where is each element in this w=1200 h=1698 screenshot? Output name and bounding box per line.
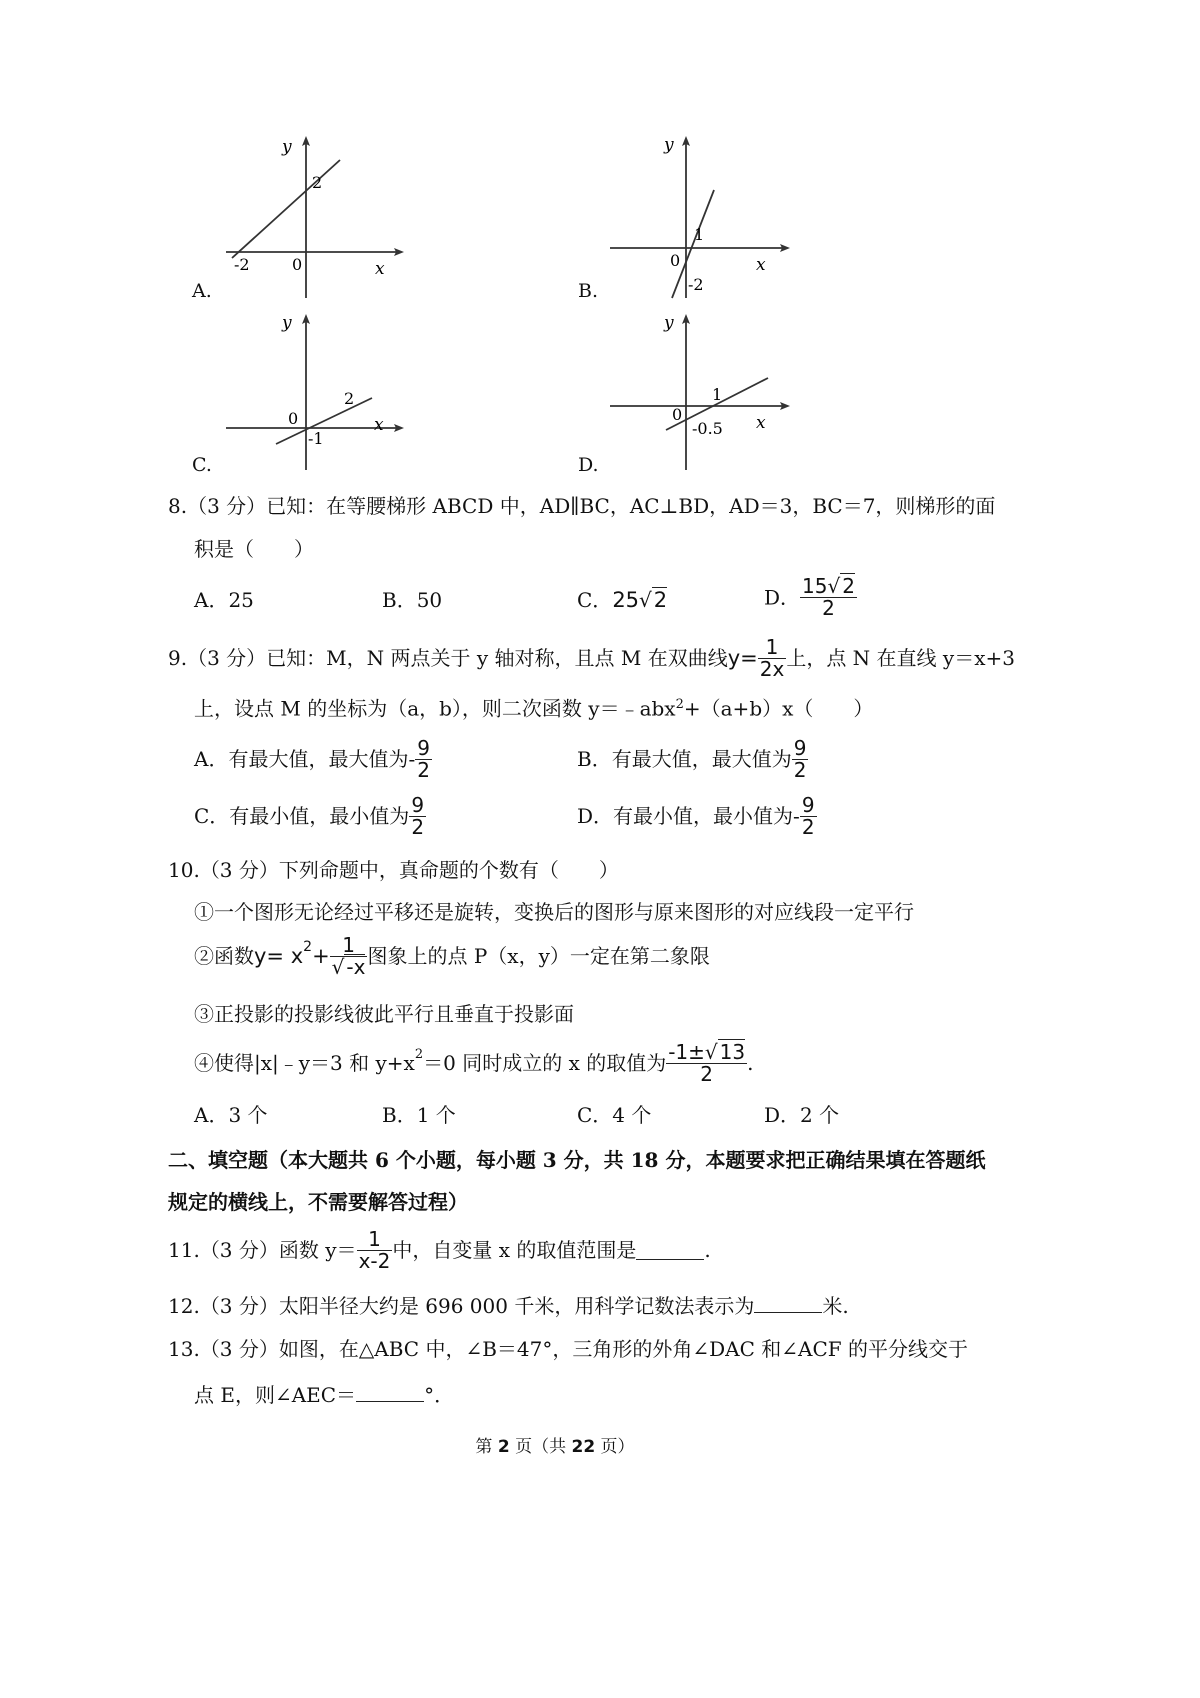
q9-line2: 上，设点 M 的坐标为（a，b），则二次函数 y＝﹣abx$^2$+（a+b）x（ ） (194, 696, 874, 721)
q10-option-a[interactable]: A．3 个 (194, 1103, 268, 1127)
fraction: $\frac{1}{√ -x}$ (331, 932, 366, 979)
q10-option-b[interactable]: B．1 个 (382, 1103, 456, 1127)
axis-x-label: x (374, 415, 384, 435)
q9-option-b[interactable]: B．有最大值，最大值为 $\frac{9}{2}$ (577, 735, 807, 782)
option-label: D. (578, 454, 599, 476)
option-radicand: 2 (653, 588, 668, 612)
graph-a-figure (220, 130, 410, 305)
q9-option-a[interactable]: A．有最大值，最大值为 - $\frac{9}{2}$ (194, 735, 430, 782)
axis-x-label: x (375, 259, 385, 279)
q8-line1 (168, 496, 995, 516)
question-number: 12. (168, 1294, 200, 1318)
axis-y-label: y (664, 313, 674, 333)
question-score: （3 分） (187, 646, 267, 670)
q10-option-c[interactable]: C．4 个 (577, 1103, 652, 1127)
graph-option-c[interactable] (190, 302, 440, 482)
question-score: （3 分） (187, 494, 267, 518)
mark-label: 2 (344, 389, 355, 408)
q10-stem (168, 860, 619, 880)
q9-line1 (168, 636, 1015, 680)
option-coefficient: 25 (612, 588, 640, 612)
q10-proposition-2: ②函数 y= x $^2$ + $\frac{1}{√ -x}$ 图象上的点 P（x，y）一定在第二象限 (194, 932, 710, 979)
axis-y-label: y (282, 313, 292, 333)
graph-c-figure (220, 302, 410, 477)
q8-option-a[interactable]: A．25 (194, 588, 254, 612)
q13-line2: 点 E，则∠AEC＝ °． (194, 1383, 455, 1407)
current-page: 2 (497, 1437, 510, 1457)
origin-label: 0 (292, 255, 303, 274)
q8-option-d[interactable] (764, 576, 857, 619)
q13-line1: 13.（3 分）如图，在△ABC 中，∠B＝47°，三角形的外角∠DAC 和∠ACF 的平分线交于 (168, 1337, 968, 1361)
origin-label: 0 (288, 409, 299, 428)
option-label: D． (764, 585, 801, 610)
page-footer: 第 2 页（共 22 页） (475, 1437, 635, 1457)
fraction: $\frac{-1\pm√ 13}{2}$ (668, 1039, 746, 1086)
origin-label: 0 (670, 251, 681, 270)
total-pages: 22 (571, 1437, 596, 1457)
option-label: B. (578, 280, 599, 302)
q10-proposition-3: ③正投影的投影线彼此平行且垂直于投影面 (194, 1002, 574, 1026)
mark-label: 1 (694, 225, 705, 244)
fraction: $\frac{15√ 2}{2}$ (802, 574, 855, 620)
graph-option-d[interactable] (576, 302, 826, 482)
axis-y-label: y (282, 137, 292, 157)
question-text: 上，点 N 在直线 y＝x+3 (786, 646, 1015, 670)
q8-option-c[interactable]: C．25√2 (577, 588, 668, 612)
question-text: 下列命题中，真命题的个数有（ ） (278, 858, 619, 882)
answer-blank[interactable] (636, 1241, 704, 1260)
answer-blank[interactable] (754, 1294, 822, 1313)
question-score: （3 分） (199, 1294, 279, 1318)
origin-label: 0 (672, 405, 683, 424)
fraction: $\frac{9}{2}$ (793, 735, 807, 782)
equation: y= (727, 645, 758, 670)
mark-label: -1 (308, 429, 324, 448)
question-number: 9. (168, 646, 188, 670)
graph-d-figure (606, 302, 796, 477)
question-number: 11. (168, 1238, 200, 1262)
fraction: $\frac{9}{2}$ (801, 792, 815, 839)
q8-option-b[interactable]: B．50 (382, 588, 443, 612)
mark-label: -2 (234, 255, 250, 274)
option-label: C. (192, 454, 212, 476)
question-number: 8. (168, 494, 188, 518)
question-score: （3 分） (199, 1337, 279, 1361)
q10-proposition-4: ④使得|x|﹣y＝3 和 y+x $^2$ ＝0 同时成立的 x 的取值为 $\frac{-1\pm√ 13}{2}$ . (194, 1039, 754, 1086)
answer-blank[interactable] (356, 1383, 424, 1402)
question-score: （3 分） (199, 1238, 279, 1262)
mark-label: -2 (688, 275, 704, 294)
fraction: $\frac{9}{2}$ (417, 735, 430, 782)
q11-line: 11. （3 分） 函数 y＝ $\frac{1}{x-2}$ 中，自变量 x 的取值范围是 . (168, 1226, 711, 1273)
graph-option-a[interactable] (190, 130, 440, 310)
q9-option-c[interactable]: C．有最小值，最小值为 $\frac{9}{2}$ (194, 792, 425, 839)
graph-b-figure (606, 130, 796, 305)
q9-option-d[interactable]: D．有最小值，最小值为 - $\frac{9}{2}$ (577, 792, 815, 839)
q10-option-d[interactable]: D．2 个 (764, 1103, 840, 1127)
section-heading-line2: 规定的横线上，不需要解答过程） (168, 1190, 468, 1214)
fraction: $\frac{1}{x-2}$ (358, 1226, 391, 1273)
mark-label: 1 (712, 385, 723, 404)
section-heading-line1: 二、填空题（本大题共 6 个小题，每小题 3 分，共 18 分，本题要求把正确结果填在答题纸 (168, 1148, 986, 1172)
option-label: C． (577, 588, 613, 612)
option-label: A. (192, 280, 212, 302)
question-number: 10. (168, 858, 200, 882)
question-text: 已知：在等腰梯形 ABCD 中，AD∥BC，AC⊥BD，AD＝3，BC＝7，则梯形的面 (266, 494, 996, 518)
fraction: $\frac{9}{2}$ (411, 792, 425, 839)
q10-proposition-1: ①一个图形无论经过平移还是旋转，变换后的图形与原来图形的对应线段一定平行 (194, 900, 914, 924)
fraction: $\frac{1}{2x}$ (759, 634, 785, 681)
graph-option-b[interactable] (576, 130, 826, 310)
axis-x-label: x (756, 255, 766, 275)
axis-y-label: y (664, 135, 674, 155)
question-number: 13. (168, 1337, 200, 1361)
question-score: （3 分） (199, 858, 279, 882)
mark-label: -0.5 (692, 419, 723, 438)
mark-label: 2 (312, 173, 323, 192)
q12-line: 12.（3 分）太阳半径大约是 696 000 千米，用科学记数法表示为 米. (168, 1294, 849, 1318)
axis-x-label: x (756, 413, 766, 433)
question-text: 已知：M，N 两点关于 y 轴对称，且点 M 在双曲线 (266, 646, 728, 670)
q8-line2: 积是（ ） (194, 537, 314, 561)
